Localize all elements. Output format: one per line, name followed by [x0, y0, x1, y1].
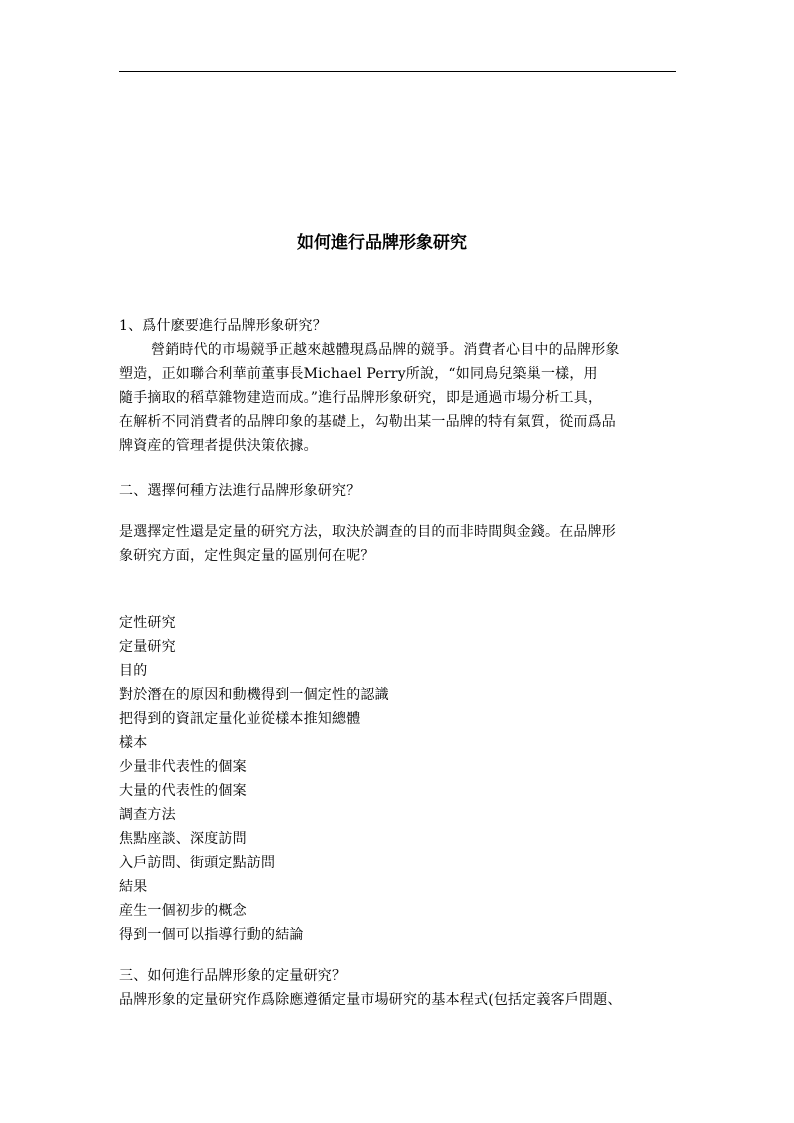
section1-line: 塑造，正如聯合利華前董事長Michael Perry所說，“如同鳥兒築巢一樣，用: [119, 366, 598, 382]
comparison-item: 結果: [119, 879, 148, 895]
page-title: 如何進行品牌形象研究: [297, 233, 467, 253]
section2-heading: 二、選擇何種方法進行品牌形象研究？: [119, 483, 361, 499]
comparison-item: 少量非代表性的個案: [119, 759, 247, 775]
section1-line: 在解析不同消費者的品牌印象的基礎上，勾勒出某一品牌的特有氣質，從而爲品: [119, 414, 616, 430]
comparison-item: 對於潛在的原因和動機得到一個定性的認識: [119, 687, 389, 703]
comparison-item: 把得到的資訊定量化並從樣本推知總體: [119, 711, 361, 727]
comparison-item: 大量的代表性的個案: [119, 783, 247, 799]
section1-line: 牌資産的管理者提供決策依據。: [119, 438, 318, 454]
comparison-item: 焦點座談、深度訪問: [119, 831, 247, 847]
comparison-item: 産生一個初步的概念: [119, 903, 247, 919]
comparison-item: 得到一個可以指導行動的結論: [119, 927, 304, 943]
comparison-item: 定量研究: [119, 639, 176, 655]
section3-line: 品牌形象的定量研究作爲除應遵循定量市場研究的基本程式(包括定義客戶問題、: [119, 992, 622, 1008]
section3-heading: 三、如何進行品牌形象的定量研究？: [119, 968, 347, 984]
comparison-item: 定性研究: [119, 615, 176, 631]
comparison-item: 入戶訪問、街頭定點訪問: [119, 855, 276, 871]
section2-line: 是選擇定性還是定量的研究方法，取決於調查的目的而非時間與金錢。在品牌形: [119, 524, 616, 540]
section1-heading: 1、爲什麽要進行品牌形象研究？: [119, 318, 327, 334]
section1-line: 營銷時代的市場競爭正越來越體現爲品牌的競爭。消費者心目中的品牌形象: [151, 342, 620, 358]
comparison-item: 樣本: [119, 735, 148, 751]
comparison-item: 目的: [119, 663, 148, 679]
comparison-item: 調查方法: [119, 807, 176, 823]
section2-line: 象研究方面，定性與定量的區別何在呢？: [119, 548, 375, 564]
header-rule: [119, 71, 676, 72]
section1-line: 隨手摘取的稻草雜物建造而成。”進行品牌形象研究，即是通過市場分析工具，: [119, 390, 603, 406]
